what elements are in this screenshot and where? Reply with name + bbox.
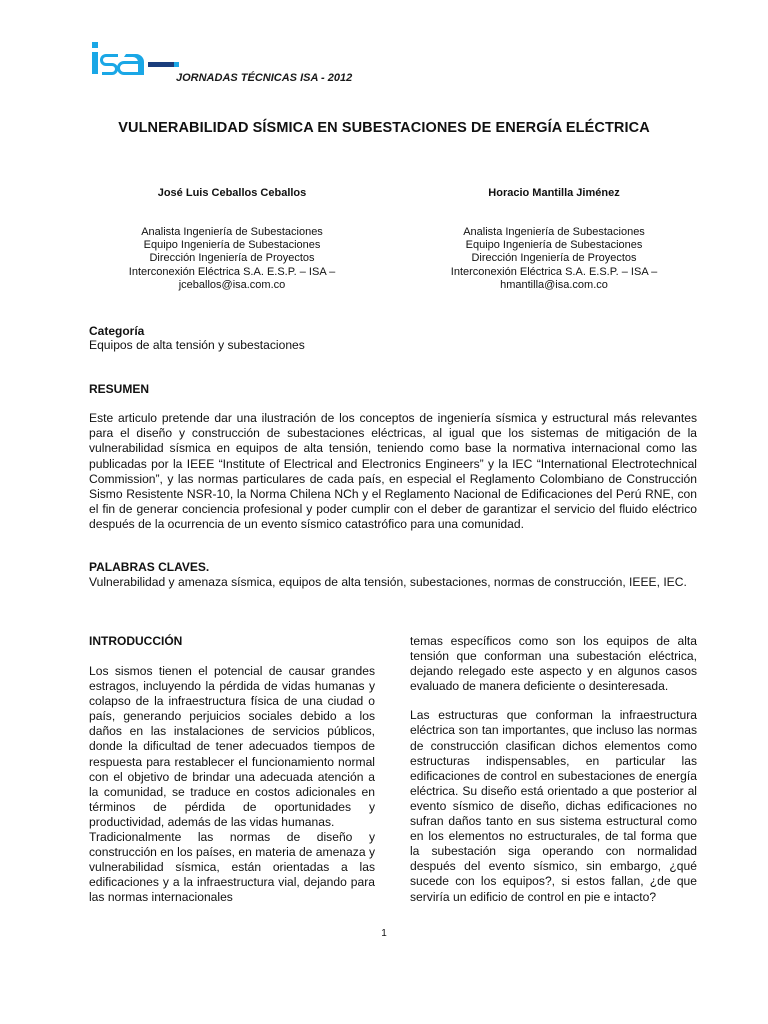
author-1-name: José Luis Ceballos Ceballos: [157, 187, 307, 199]
author-1-line: Equipo Ingeniería de Subestaciones: [143, 239, 321, 252]
author-1-affiliation: [82, 226, 382, 292]
author-1-email: jceballos@isa.com.co: [178, 278, 286, 291]
intro-right-column: [410, 634, 697, 905]
author-1-line: Analista Ingeniería de Subestaciones: [141, 226, 323, 238]
page-number: 1: [381, 928, 387, 939]
author-2-line: Interconexión Eléctrica S.A. E.S.P. – ISA –: [450, 265, 658, 278]
author-2-name: Horacio Mantilla Jiménez: [488, 187, 620, 199]
category-text: Equipos de alta tensión y subestaciones: [89, 338, 305, 352]
intro-paragraph: Tradicionalmente las normas de diseño y construcción en los países, en materia de amenaza y vulnerabilidad sísmica, están orientadas a las edificaciones y a la infraestructura vial, dejando para las normas internacionales: [89, 830, 375, 905]
keywords-heading: PALABRAS CLAVES.: [89, 560, 210, 574]
author-2-affiliation: [404, 226, 704, 292]
author-2-email: hmantilla@isa.com.co: [500, 278, 608, 291]
intro-heading: INTRODUCCIÓN: [89, 634, 183, 648]
intro-paragraph: Las estructuras que conforman la infraestructura eléctrica son tan importantes, que incluso las normas de construcción clasifican dichos elementos como estructuras indispensables, en particular las edificaciones de control en subestaciones de energía eléctrica. Su diseño está orientado a que posterior al evento sísmico de diseño, dichas edificaciones no sufran daños tanto en sus sistema estructural como en los elementos no estructurales, de tal forma que la subestación siga operando con normalidad después del evento sísmico, sin embargo, ¿qué sucede con los equipos?, si estos fallan, ¿de que serviría un edificio de control en pie e intacto?: [410, 708, 697, 904]
author-2-line: Equipo Ingeniería de Subestaciones: [465, 239, 643, 252]
isa-logo: [92, 40, 182, 82]
intro-paragraph: Los sismos tienen el potencial de causar grandes estragos, incluyendo la pérdida de vidas humanas y colapso de la infraestructura física de una ciudad o país, generando perjuicios sociales debido a los daños en las instalaciones de servicios públicos, donde la dificultad de tener adecuados tiempos de respuesta para restablecer el funcionamiento normal con el objetivo de brindar una adecuada atención a la comunidad, se traduce en costos adicionales en términos de pérdida de oportunidades y productividad, además de las vidas humanas.: [89, 664, 375, 829]
category-heading: Categoría: [89, 324, 145, 338]
paper-title: VULNERABILIDAD SÍSMICA EN SUBESTACIONES DE ENERGÍA ELÉCTRICA: [118, 120, 650, 136]
abstract-heading: RESUMEN: [89, 382, 150, 396]
author-2-line: Dirección Ingeniería de Proyectos: [471, 252, 637, 265]
journal-header: JORNADAS TÉCNICAS ISA - 2012: [176, 72, 353, 84]
keywords-text: Vulnerabilidad y amenaza sísmica, equipos de alta tensión, subestaciones, normas de construcción, IEEE, IEC.: [89, 575, 687, 589]
intro-paragraph: temas específicos como son los equipos de alta tensión que conforman una subestación eléctrica, dejando relegado este aspecto y en algunos casos evaluado de manera deficiente o desinteresada.: [410, 634, 697, 694]
author-2-line: Analista Ingeniería de Subestaciones: [463, 226, 645, 238]
author-1-line: Interconexión Eléctrica S.A. E.S.P. – ISA –: [128, 265, 336, 278]
intro-left-column: [89, 664, 375, 906]
author-1-line: Dirección Ingeniería de Proyectos: [149, 252, 315, 265]
abstract-text: Este articulo pretende dar una ilustración de los conceptos de ingeniería sísmica y estructural más relevantes para el diseño y construcción de subestaciones eléctricas, al igual que los sistemas de mitigación de la vulnerabilidad sísmica en equipos de alta tensión, teniendo como base la normativa internacional como las publicadas por la IEEE “Institute of Electrical and Electronics Engineers” y la IEC “International Electrotechnical Commission”, y las normas particulares de cada país, en especial el Reglamento Colombiano de Construcción Sismo Resistente NSR-10, la Norma Chilena NCh y el Reglamento Nacional de Edificaciones del Perú RNE, con el fin de generar conciencia profesional y poder cumplir con el deber de garantizar el servicio del fluido eléctrico después de la ocurrencia de un evento sísmico catastrófico para una comunidad.: [89, 411, 697, 532]
